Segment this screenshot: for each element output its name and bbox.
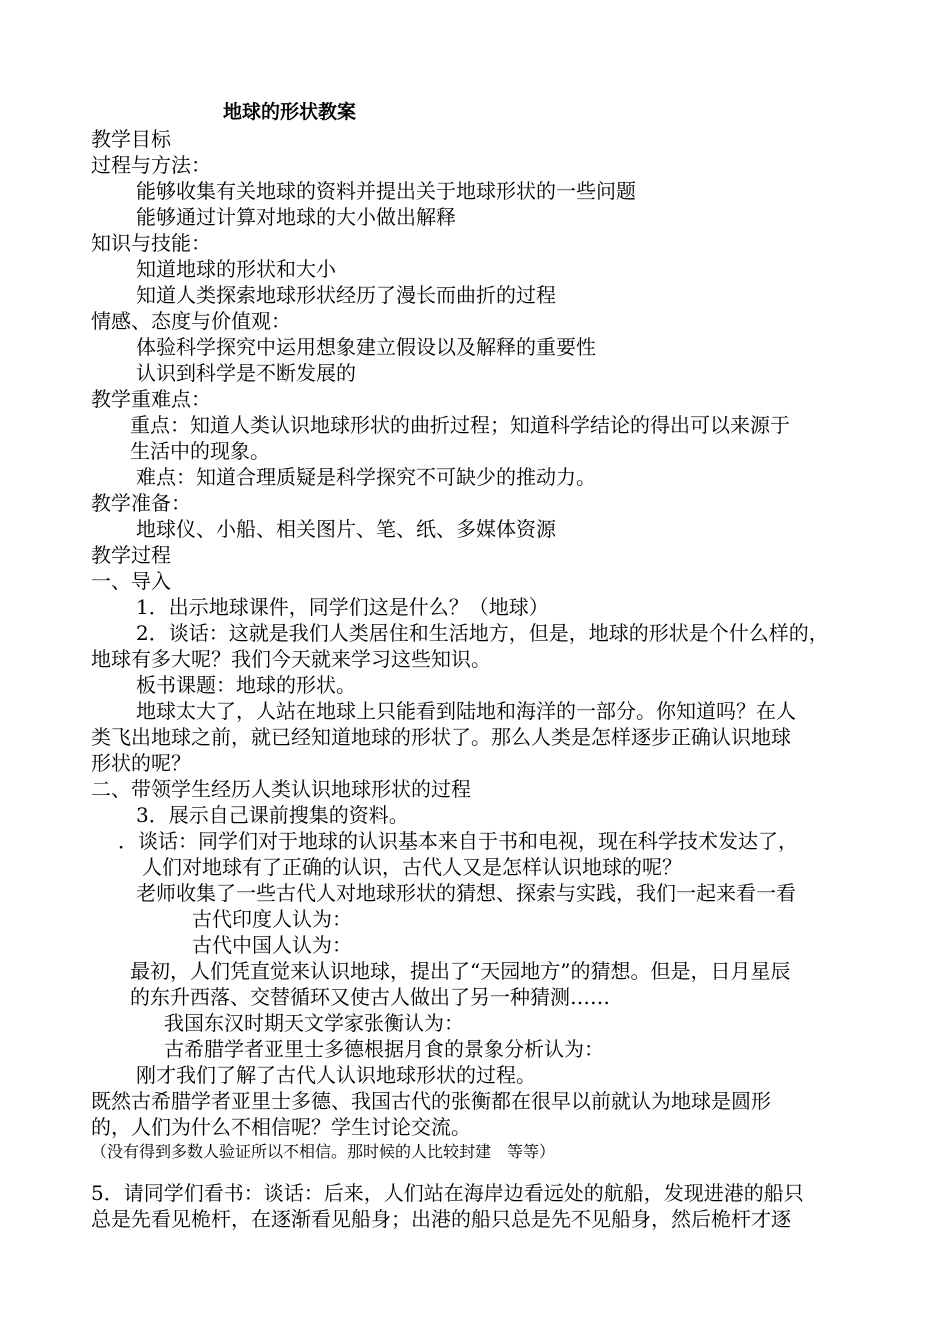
text-line: 最初，人们凭直觉来认识地球，提出了“天园地方”的猜想。但是，日月星辰 bbox=[130, 959, 791, 983]
text-line: 生活中的现象。 bbox=[130, 439, 270, 463]
text-line: 能够收集有关地球的资料并提出关于地球形状的一些问题 bbox=[136, 179, 636, 203]
text-line: 知道人类探索地球形状经历了漫长而曲折的过程 bbox=[136, 283, 556, 307]
text-line: 古希腊学者亚里士多德根据月食的景象分析认为： bbox=[164, 1037, 604, 1061]
text-line: 板书课题：地球的形状。 bbox=[136, 673, 356, 697]
text-line: 知道地球的形状和大小 bbox=[136, 257, 336, 281]
heading-preparation: 教学准备： bbox=[91, 491, 191, 515]
section-heading: 二、带领学生经历人类认识地球形状的过程 bbox=[91, 777, 471, 801]
heading-knowledge-skills: 知识与技能： bbox=[91, 231, 211, 255]
heading-teaching-process: 教学过程 bbox=[91, 543, 171, 567]
text-line: 的，人们为什么不相信呢？学生讨论交流。 bbox=[91, 1115, 471, 1139]
text-line: 古代印度人认为： bbox=[192, 907, 352, 931]
text-line: 我国东汉时期天文学家张衡认为： bbox=[164, 1011, 464, 1035]
note-line: （没有得到多数人验证所以不相信。那时候的人比较封建 等等） bbox=[91, 1142, 556, 1161]
text-line: 体验科学探究中运用想象建立假设以及解释的重要性 bbox=[136, 335, 596, 359]
text-line: 认识到科学是不断发展的 bbox=[136, 361, 356, 385]
text-line: 既然古希腊学者亚里士多德、我国古代的张衡都在很早以前就认为地球是圆形 bbox=[91, 1089, 771, 1113]
text-line: 古代中国人认为： bbox=[192, 933, 352, 957]
text-line: 1．出示地球课件，同学们这是什么？（地球） bbox=[136, 595, 549, 619]
text-line: 5．请同学们看书：谈话：后来，人们站在海岸边看远处的航船，发现进港的船只 bbox=[91, 1181, 804, 1205]
text-line: 3．展示自己课前搜集的资料。 bbox=[136, 803, 409, 827]
text-line: 重点：知道人类认识地球形状的曲折过程；知道科学结论的得出可以来源于 bbox=[130, 413, 790, 437]
document-title: 地球的形状教案 bbox=[223, 101, 357, 123]
text-line: 类飞出地球之前，就已经知道地球的形状了。那么人类是怎样逐步正确认识地球 bbox=[91, 725, 791, 749]
text-line: 2．谈话：这就是我们人类居住和生活地方，但是，地球的形状是个什么样的， bbox=[136, 621, 829, 645]
text-line: 人们对地球有了正确的认识，古代人又是怎样认识地球的呢？ bbox=[142, 855, 682, 879]
text-line: 地球太大了，人站在地球上只能看到陆地和海洋的一部分。你知道吗？在人 bbox=[136, 699, 796, 723]
heading-emotion-values: 情感、态度与价值观： bbox=[91, 309, 291, 333]
text-line: 能够通过计算对地球的大小做出解释 bbox=[136, 205, 456, 229]
text-line: 形状的呢？ bbox=[91, 751, 191, 775]
text-line: 的东升西落、交替循环又使古人做出了另一种猜测…… bbox=[130, 985, 610, 1009]
text-line: 刚才我们了解了古代人认识地球形状的过程。 bbox=[136, 1063, 536, 1087]
text-line: 地球仪、小船、相关图片、笔、纸、多媒体资源 bbox=[136, 517, 556, 541]
heading-process-methods: 过程与方法： bbox=[91, 153, 211, 177]
heading-key-points: 教学重难点： bbox=[91, 387, 211, 411]
text-line: 难点：知道合理质疑是科学探究不可缺少的推动力。 bbox=[136, 465, 596, 489]
text-line: ．谈话：同学们对于地球的认识基本来自于书和电视，现在科学技术发达了， bbox=[118, 829, 798, 853]
heading-teaching-goals: 教学目标 bbox=[91, 127, 171, 151]
text-line: 地球有多大呢？我们今天就来学习这些知识。 bbox=[91, 647, 491, 671]
text-line: 老师收集了一些古代人对地球形状的猜想、探索与实践，我们一起来看一看 bbox=[136, 881, 796, 905]
section-heading: 一、导入 bbox=[91, 569, 171, 593]
text-line: 总是先看见桅杆，在逐渐看见船身；出港的船只总是先不见船身，然后桅杆才逐 bbox=[91, 1207, 791, 1231]
